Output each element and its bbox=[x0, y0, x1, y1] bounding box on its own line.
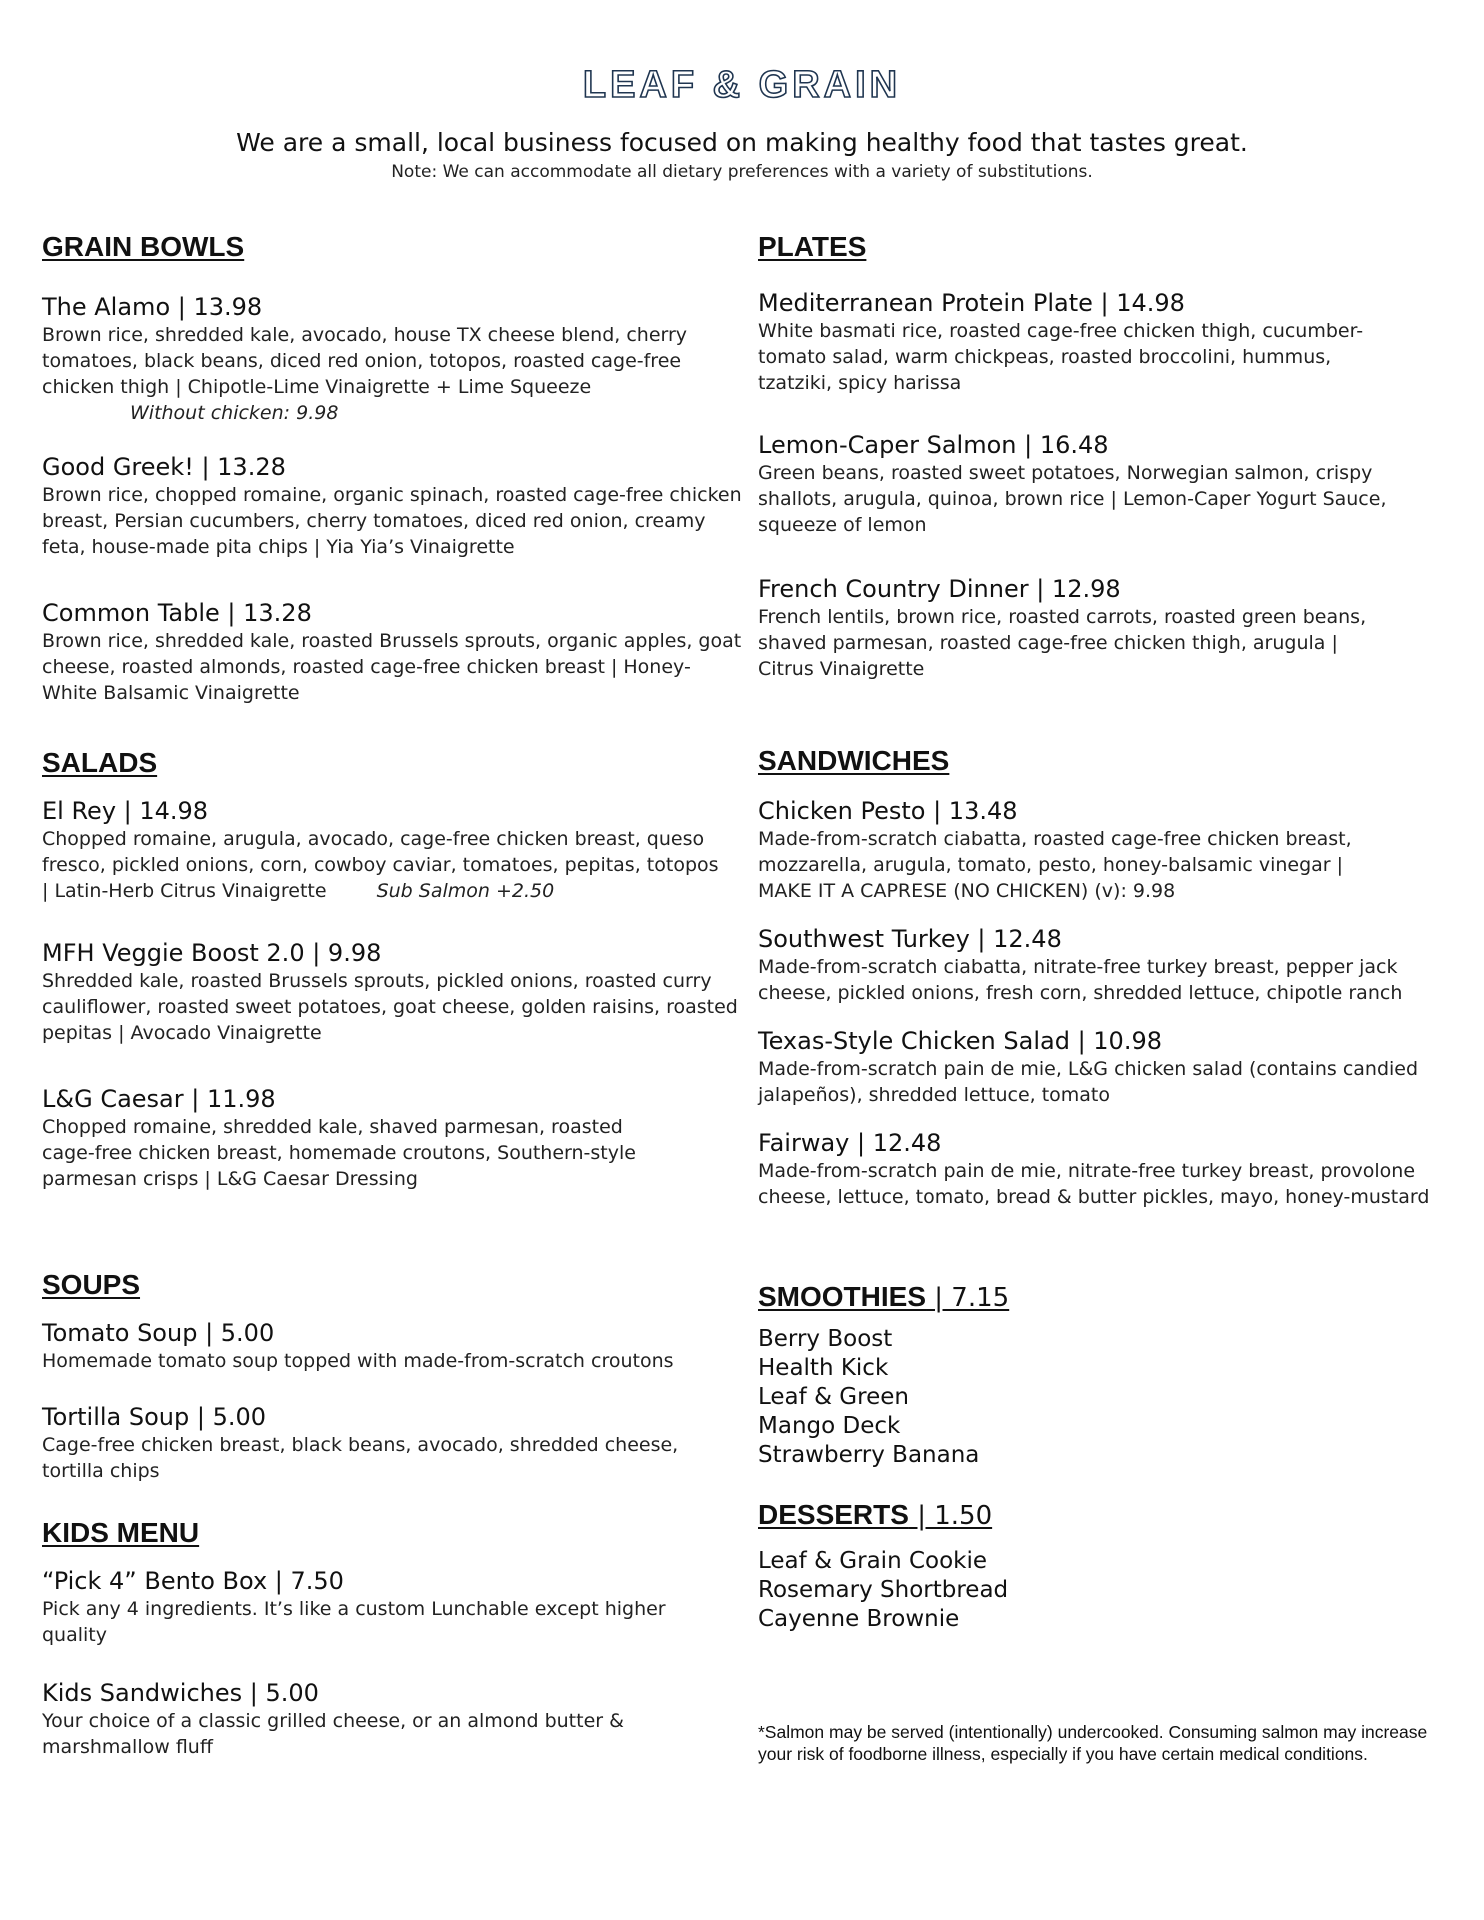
list-item: Leaf & Green bbox=[758, 1384, 909, 1410]
item-name: Fairway | 12.48 bbox=[758, 1129, 942, 1157]
menu-item-southwest-turkey bbox=[758, 924, 1448, 1006]
item-description bbox=[42, 826, 742, 904]
item-description: Made-from-scratch pain de mie, nitrate-free turkey breast, provolone cheese, lettuce, tomato, bread & butter pickles, mayo, honey-mustard bbox=[758, 1160, 1430, 1208]
item-name: MFH Veggie Boost 2.0 | 9.98 bbox=[42, 939, 382, 967]
salmon-footnote: *Salmon may be served (intentionally) undercooked. Consuming salmon may increase your risk of foodborne illness, especially if you have certain medical conditions. bbox=[758, 1722, 1428, 1764]
section-title-text: DESSERTS bbox=[758, 1499, 909, 1530]
item-description: Green beans, roasted sweet potatoes, Norwegian salmon, crispy shallots, arugula, quinoa, brown rice | Lemon-Caper Yogurt Sauce, squeeze of lemon bbox=[758, 462, 1387, 536]
item-name: L&G Caesar | 11.98 bbox=[42, 1085, 276, 1113]
item-name: “Pick 4” Bento Box | 7.50 bbox=[42, 1567, 344, 1595]
item-extra: Without chicken: 9.98 bbox=[130, 402, 339, 424]
item-name: Kids Sandwiches | 5.00 bbox=[42, 1679, 319, 1707]
menu-item-fairway bbox=[758, 1128, 1448, 1210]
dessert-list bbox=[758, 1547, 1448, 1634]
section-smoothies bbox=[758, 1280, 1448, 1470]
item-name: Southwest Turkey | 12.48 bbox=[758, 925, 1062, 953]
item-description: Made-from-scratch ciabatta, roasted cage-free chicken breast, mozzarella, arugula, tomato, pesto, honey-balsamic vinegar | bbox=[758, 828, 1352, 876]
item-description: White basmati rice, roasted cage-free chicken thigh, cucumber-tomato salad, warm chickpeas, roasted broccolini, hummus, tzatziki, spicy harissa bbox=[758, 320, 1364, 394]
menu-item-the-alamo bbox=[42, 292, 742, 426]
item-name: Common Table | 13.28 bbox=[42, 599, 312, 627]
item-description: Brown rice, shredded kale, roasted Brussels sprouts, organic apples, goat cheese, roasted almonds, roasted cage-free chicken breast | Honey-White Balsamic Vinaigrette bbox=[42, 630, 742, 704]
section-price: | 1.50 bbox=[908, 1501, 993, 1531]
section-grain-bowls bbox=[42, 230, 742, 264]
item-name: Tortilla Soup | 5.00 bbox=[42, 1403, 267, 1431]
item-name: French Country Dinner | 12.98 bbox=[758, 575, 1121, 603]
menu-item-bento-box bbox=[42, 1566, 742, 1648]
menu-item-french-country-dinner bbox=[758, 574, 1448, 682]
item-description: Homemade tomato soup topped with made-from-scratch croutons bbox=[42, 1350, 674, 1372]
item-description: Brown rice, shredded kale, avocado, house TX cheese blend, cherry tomatoes, black beans, diced red onion, totopos, roasted cage-free chicken thigh | Chipotle-Lime Vinaigrette + Lime Squeeze bbox=[42, 324, 688, 398]
item-name: El Rey | 14.98 bbox=[42, 797, 209, 825]
smoothie-list bbox=[758, 1325, 1448, 1470]
item-name: Mediterranean Protein Plate | 14.98 bbox=[758, 289, 1185, 317]
section-desserts bbox=[758, 1498, 1448, 1634]
item-description: Cage-free chicken breast, black beans, avocado, shredded cheese, tortilla chips bbox=[42, 1434, 679, 1482]
menu-item-good-greek bbox=[42, 452, 742, 560]
menu-item-el-rey bbox=[42, 796, 742, 904]
item-name: Lemon-Caper Salmon | 16.48 bbox=[758, 431, 1109, 459]
section-plates bbox=[758, 230, 1448, 264]
item-name: Good Greek! | 13.28 bbox=[42, 453, 286, 481]
menu-item-kids-sandwiches bbox=[42, 1678, 742, 1760]
dietary-note: Note: We can accommodate all dietary preferences with a variety of substitutions. bbox=[391, 162, 1093, 182]
section-title: PLATES bbox=[758, 231, 867, 262]
menu-item-chicken-pesto bbox=[758, 796, 1448, 904]
item-name: The Alamo | 13.98 bbox=[42, 293, 263, 321]
menu-item-tortilla-soup bbox=[42, 1402, 742, 1484]
menu-item-texas-chicken-salad bbox=[758, 1026, 1448, 1108]
item-description: Shredded kale, roasted Brussels sprouts, pickled onions, roasted curry cauliflower, roasted sweet potatoes, goat cheese, golden raisins, roasted pepitas | Avocado Vinaigrette bbox=[42, 970, 738, 1044]
item-caprese-option: MAKE IT A CAPRESE (NO CHICKEN) (v): 9.98 bbox=[758, 880, 1176, 902]
item-description: Made-from-scratch pain de mie, L&G chicken salad (contains candied jalapeños), shredded lettuce, tomato bbox=[758, 1058, 1419, 1106]
menu-item-common-table bbox=[42, 598, 742, 706]
menu-item-mediterranean-plate bbox=[758, 288, 1448, 396]
section-price: | 7.15 bbox=[926, 1283, 1010, 1313]
section-sandwiches bbox=[758, 744, 1448, 778]
section-title bbox=[758, 1280, 1448, 1315]
section-soups bbox=[42, 1268, 742, 1302]
item-name: Chicken Pesto | 13.48 bbox=[758, 797, 1018, 825]
list-item: Leaf & Grain Cookie bbox=[758, 1548, 988, 1574]
menu-item-lg-caesar bbox=[42, 1084, 742, 1192]
menu-item-mfh-veggie-boost bbox=[42, 938, 742, 1046]
list-item: Rosemary Shortbread bbox=[758, 1577, 1009, 1603]
section-title bbox=[758, 1498, 1448, 1533]
list-item: Strawberry Banana bbox=[758, 1442, 980, 1468]
list-item: Cayenne Brownie bbox=[758, 1606, 960, 1632]
menu-item-lemon-caper-salmon bbox=[758, 430, 1448, 538]
list-item: Mango Deck bbox=[758, 1413, 901, 1439]
item-description: Made-from-scratch ciabatta, nitrate-free turkey breast, pepper jack cheese, pickled onions, fresh corn, shredded lettuce, chipotle ranch bbox=[758, 956, 1403, 1004]
item-description: French lentils, brown rice, roasted carrots, roasted green beans, shaved parmesan, roasted cage-free chicken thigh, arugula | Citrus Vinaigrette bbox=[758, 606, 1367, 680]
section-title-text: SMOOTHIES bbox=[758, 1281, 927, 1312]
section-title: SALADS bbox=[42, 747, 158, 778]
section-salads bbox=[42, 746, 742, 780]
list-item: Health Kick bbox=[758, 1355, 889, 1381]
logo: LEAF & GRAIN bbox=[582, 64, 902, 106]
item-description-text: Chopped romaine, arugula, avocado, cage-free chicken breast, queso fresco, pickled onions, corn, cowboy caviar, tomatoes, pepitas, totopos | Latin-Herb Citrus Vinaigrette bbox=[42, 828, 719, 902]
section-title: SANDWICHES bbox=[758, 745, 950, 776]
item-description: Brown rice, chopped romaine, organic spinach, roasted cage-free chicken breast, Persian cucumbers, cherry tomatoes, diced red onion, creamy feta, house-made pita chips | Yia Yia’s Vinaigrette bbox=[42, 484, 742, 558]
item-description: Your choice of a classic grilled cheese, or an almond butter & marshmallow fluff bbox=[42, 1710, 624, 1758]
item-description: Pick any 4 ingredients. It’s like a custom Lunchable except higher quality bbox=[42, 1598, 666, 1646]
item-extra: Sub Salmon +2.50 bbox=[376, 880, 555, 902]
list-item: Berry Boost bbox=[758, 1326, 893, 1352]
item-name: Tomato Soup | 5.00 bbox=[42, 1319, 275, 1347]
section-title: KIDS MENU bbox=[42, 1517, 200, 1548]
tagline: We are a small, local business focused on making healthy food that tastes great. bbox=[236, 128, 1248, 157]
menu-item-tomato-soup bbox=[42, 1318, 742, 1374]
section-title: GRAIN BOWLS bbox=[42, 231, 245, 262]
section-kids-menu bbox=[42, 1516, 742, 1550]
item-description: Chopped romaine, shredded kale, shaved parmesan, roasted cage-free chicken breast, homemade croutons, Southern-style parmesan crisps | L&G Caesar Dressing bbox=[42, 1116, 636, 1190]
item-name: Texas-Style Chicken Salad | 10.98 bbox=[758, 1027, 1162, 1055]
section-title: SOUPS bbox=[42, 1269, 141, 1300]
